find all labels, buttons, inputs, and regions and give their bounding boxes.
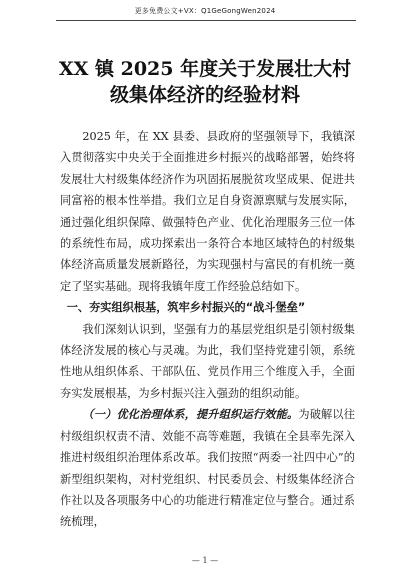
- section-paragraph-1: 我们深刻认识到，坚强有力的基层党组织是引领村级集体经济发展的核心与灵魂。为此，我们坚持党建引领，系统性地从组织体系、干部队伍、党员作用三个维度入手，全面夯实发展根基，为乡村振兴注入强劲的组织动能。: [60, 322, 355, 400]
- subsection-paragraph-1: [60, 404, 355, 532]
- page-number: — 1 —: [191, 556, 219, 565]
- subsection-text-1: 为破解以往村级组织权责不清、效能不高等难题，我镇在全县率先深入推进村级组织治理体系改革。我们按照“两委一社四中心”的新型组织架构，对村党组织、村民委员会、村级集体经济合作社以及各项服务中心的功能进行精准定位与整合。通过系统梳理，: [60, 408, 355, 529]
- section-heading-1: 一、夯实组织根基，筑牢乡村振兴的“战斗堡垒”: [66, 301, 306, 315]
- header-divider: [56, 20, 356, 21]
- subsection-label-1: （一）优化治理体系，提升组织运行效能。: [82, 407, 299, 422]
- document-title: XX 镇 2025 年度关于发展壮大村级集体经济的经验材料: [58, 58, 352, 106]
- document-body: [60, 126, 355, 533]
- intro-paragraph: 2025 年，在 XX 县委、县政府的坚强领导下，我镇深入贯彻落实中央关于全面推进乡村振兴的战略部署，始终将发展壮大村级集体经济作为巩固拓展脱贫攻坚成果、促进共同富裕的根本性举措。我们立足自身资源禀赋与发展实际，通过强化组织保障、做强特色产业、优化治理服务三位一体的系统性布局，成功探索出一条符合本地区域特色的村级集体经济高质量发展新路径，为实现强村与富民的有机统一奠定了坚实基础。现将我镇年度工作经验总结如下。: [60, 130, 355, 293]
- header-note: 更多免费公文+VX：Q1GeGongWen2024: [134, 7, 276, 15]
